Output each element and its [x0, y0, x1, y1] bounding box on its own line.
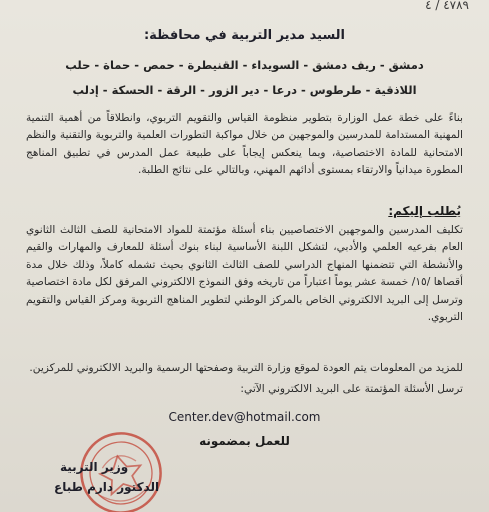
signatory-title: وزير التربية	[60, 460, 129, 474]
more-info-line: للمزيد من المعلومات يتم العودة لموقع وزارة التربية وصفحتها الرسمية والبريد الالكتروني للمركزين.	[29, 362, 463, 374]
governorates-line-2: اللاذقية - طرطوس - درعا - دير الزور - الرقة - الحسكة - إدلب	[72, 83, 417, 97]
reference-number: ٤٧٨٩ / ٤	[425, 0, 469, 12]
intro-paragraph: بناءً على خطة عمل الوزارة بتطوير منظومة القياس والتقويم التربوي، وانطلاقاً من أهمية التنمية المهنية المستدامة للمدرسين والموجهين من خلال مواكبة التطورات العلمية والتربوية والتقنية والنظم الامتحانية للمادة الاختصاصية، وبما ينعكس إيجاباً على طبيعة عمل المدرس في تطبيق المناهج المطورة ميدانياً والارتقاء بمستوى أدائهم المهني، وبالتالي على نتائج الطلبة.	[26, 112, 463, 177]
request-heading: يُطلب إليكم:	[388, 204, 461, 218]
send-instruction-line: ترسل الأسئلة المؤتمتة على البريد الالكتروني الآتي:	[240, 383, 463, 395]
email-address: Center.dev@hotmail.com	[168, 410, 321, 424]
addressee-line: السيد مدير التربية في محافظة:	[143, 28, 346, 43]
instruction-paragraph: تكليف المدرسين والموجهين الاختصاصيين بناء أسئلة مؤتمتة للمواد الامتحانية للصف الثالث الثانوي العام بفرعيه العلمي والأدبي، لتشكل اللبنة الأساسية لبناء بنوك أسئلة للمعارف والمهارات والقيم والأنشطة التي تتضمنها المنهاج الدراسي للصف الثالث الثانوي بحيث تشمله كاملاً، وذلك خلال مدة أقصاها /١٥/ خمسة عشر يوماً اعتباراً من تاريخه وفق النموذج الالكتروني المرفق لكل مادة اختصاصية وترسل إلى البريد الالكتروني الخاص بالمركز الوطني لتطوير المناهج التربوية ومركز القياس والتقويم التربوي.	[26, 224, 463, 324]
governorates-line-1: دمشق - ريف دمشق - السويداء - القنيطرة - حمص - حماة - حلب	[65, 58, 424, 72]
closing-line: للعمل بمضمونه	[199, 434, 290, 448]
signatory-name: الدكتور دارم طباع	[54, 480, 160, 494]
